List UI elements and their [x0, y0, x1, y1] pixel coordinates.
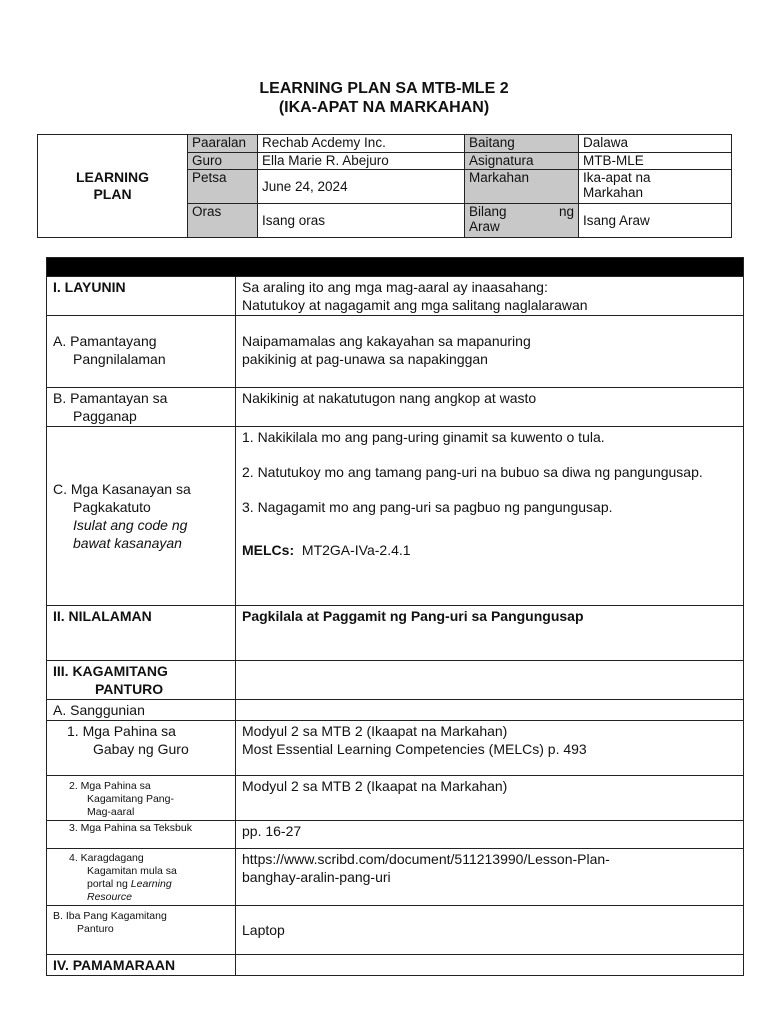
- kagamitan-label: III. KAGAMITANG PANTURO: [47, 661, 236, 700]
- kasanayan-value: [236, 427, 744, 606]
- guro-label: Guro: [188, 153, 258, 170]
- petsa-label: Petsa: [188, 170, 258, 204]
- learning-plan-label: LEARNING PLAN: [38, 135, 188, 238]
- asignatura-value: MTB-MLE: [579, 153, 732, 170]
- iba-label: B. Iba Pang Kagamitang Panturo: [47, 906, 236, 955]
- kasanayan-item: 1. Nakikilala mo ang pang-uring ginamit sa kuwento o tula.: [242, 429, 605, 445]
- table-row: [47, 661, 744, 700]
- gabay-label: 1. Mga Pahina sa Gabay ng Guro: [47, 721, 236, 776]
- pamantayang-value: Naipamamalas ang kakayahan sa mapanuring pakikinig at pag-unawa sa napakinggan: [236, 316, 744, 388]
- pamamaraan-label: IV. PAMAMARAAN: [47, 955, 236, 976]
- nilalaman-value: Pagkilala at Paggamit ng Pang-uri sa Pangungusap: [236, 606, 744, 661]
- document-title: LEARNING PLAN SA MTB-MLE 2: [259, 80, 509, 97]
- paaralan-label: Paaralan: [188, 135, 258, 153]
- karagdagang-value: https://www.scribd.com/document/511213990/Lesson-Plan- banghay-aralin-pang-uri: [236, 849, 744, 906]
- kasanayan-item: 3. Nagagamit mo ang pang-uri sa pagbuo ng pangungusap.: [242, 499, 613, 515]
- gabay-value: Modyul 2 sa MTB 2 (Ikaapat na Markahan) Most Essential Learning Competencies (MELCs) p. 493: [236, 721, 744, 776]
- sanggunian-label: A. Sanggunian: [47, 700, 236, 721]
- melcs-line: MELCs: MT2GA-IVa-2.4.1: [242, 542, 411, 558]
- table-row: [47, 277, 744, 316]
- petsa-value: June 24, 2024: [258, 170, 465, 204]
- bilang-value: Isang Araw: [579, 204, 732, 238]
- table-row: [47, 316, 744, 388]
- pagganap-value: Nakikinig at nakatutugon nang angkop at wasto: [236, 388, 744, 427]
- table-row: [47, 700, 744, 721]
- markahan-label: Markahan: [465, 170, 579, 204]
- baitang-value: Dalawa: [579, 135, 732, 153]
- magaaral-value: Modyul 2 sa MTB 2 (Ikaapat na Markahan): [236, 776, 744, 821]
- oras-value: Isang oras: [258, 204, 465, 238]
- header-table: [37, 134, 732, 238]
- karagdagang-label: 4. Karagdagang Kagamitan mula sa portal ng Learning Resource: [47, 849, 236, 906]
- oras-label: Oras: [188, 204, 258, 238]
- layunin-label: I. LAYUNIN: [47, 277, 236, 316]
- document-subtitle: (IKA-APAT NA MARKAHAN): [278, 99, 490, 116]
- teksbuk-label: 3. Mga Pahina sa Teksbuk: [47, 821, 236, 849]
- table-row: [47, 721, 744, 776]
- pamantayang-label: A. Pamantayang Pangnilalaman: [47, 316, 236, 388]
- kasanayan-item: 2. Natutukoy mo ang tamang pang-uri na bubuo sa diwa ng pangungusap.: [242, 464, 703, 480]
- table-row: [47, 776, 744, 821]
- bilang-label: Bilang ng Araw: [465, 204, 579, 238]
- teksbuk-value: pp. 16-27: [236, 821, 744, 849]
- layunin-value: Sa araling ito ang mga mag-aaral ay inaasahang: Natutukoy at nagagamit ang mga salitang naglalarawan: [236, 277, 744, 316]
- paaralan-value: Rechab Acdemy Inc.: [258, 135, 465, 153]
- table-row: [47, 906, 744, 955]
- baitang-label: Baitang: [465, 135, 579, 153]
- table-row: [47, 388, 744, 427]
- table-row: [47, 849, 744, 906]
- table-header-bar: [47, 258, 744, 277]
- guro-value: Ella Marie R. Abejuro: [258, 153, 465, 170]
- asignatura-label: Asignatura: [465, 153, 579, 170]
- nilalaman-label: II. NILALAMAN: [47, 606, 236, 661]
- table-row: [47, 821, 744, 849]
- table-row: [47, 427, 744, 606]
- pagganap-label: B. Pamantayan sa Pagganap: [47, 388, 236, 427]
- kasanayan-label: C. Mga Kasanayan sa Pagkakatuto Isulat ang code ng bawat kasanayan: [47, 427, 236, 606]
- markahan-value: Ika-apat na Markahan: [579, 170, 732, 204]
- iba-value: Laptop: [236, 906, 744, 955]
- magaaral-label: 2. Mga Pahina sa Kagamitang Pang- Mag-aaral: [47, 776, 236, 821]
- table-row: [47, 955, 744, 976]
- table-row: [47, 606, 744, 661]
- learning-plan-table: [46, 257, 744, 976]
